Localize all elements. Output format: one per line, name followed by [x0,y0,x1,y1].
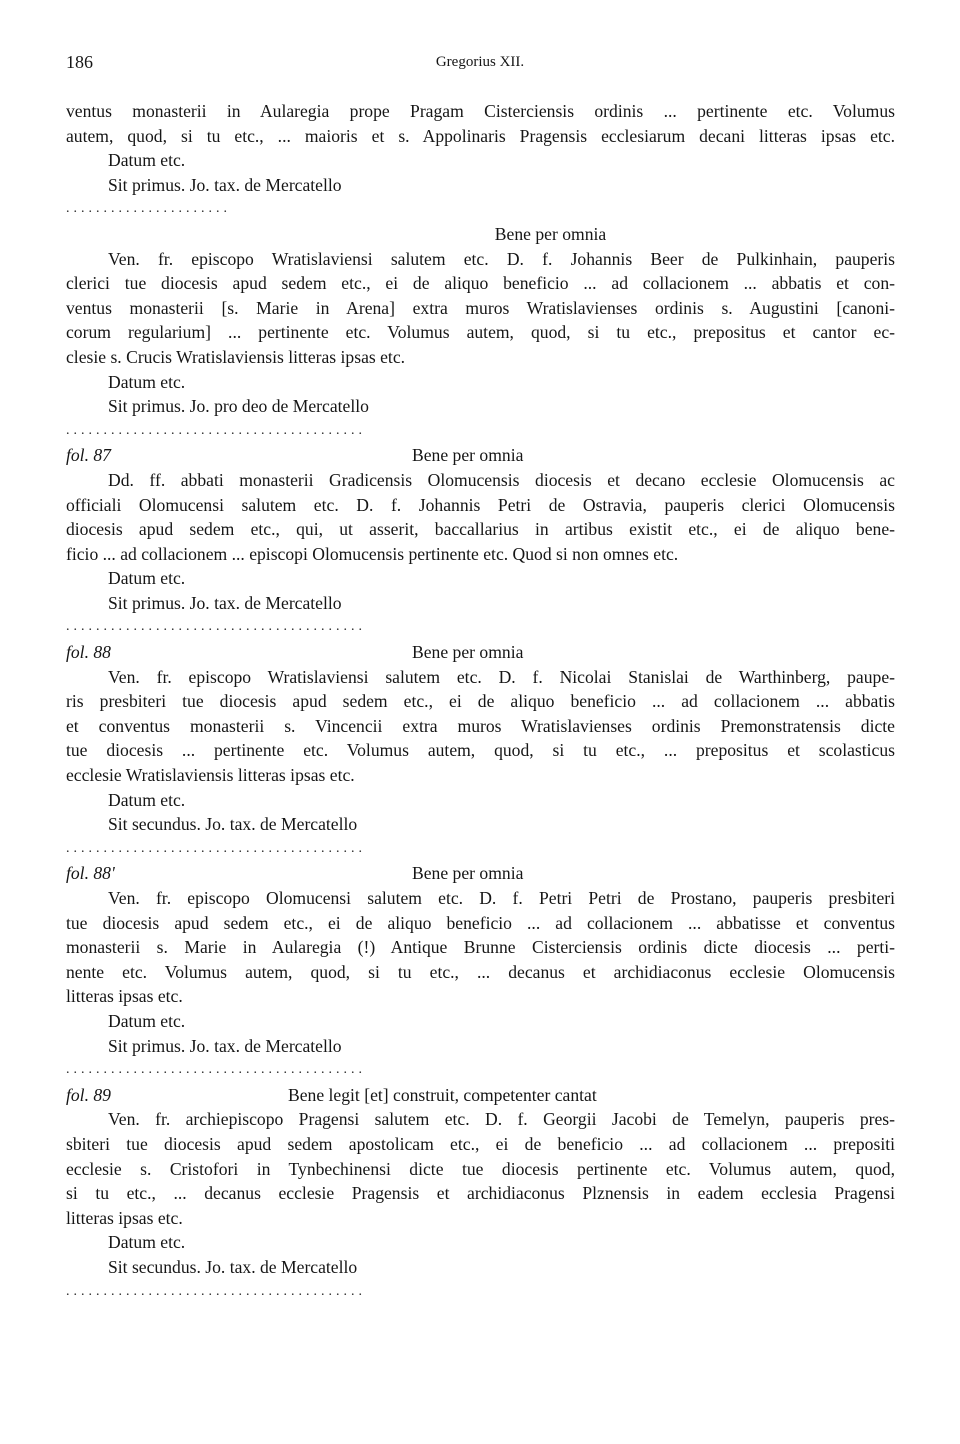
datum-line: Datum etc. [108,568,186,589]
entry-heading: Bene per omnia [494,223,607,244]
text-line: clerici tue diocesis apud sedem etc., ei de aliquo beneficio ... ad collacionem ... abbatis et con- [66,273,895,294]
entry-heading: Bene legit [et] construit, competenter cantat [288,1084,597,1105]
entry-heading: Bene per omnia [412,642,524,663]
text-line: clesie s. Crucis Wratislaviensis litteras ipsas etc. [66,346,406,367]
text-line: diocesis apud sedem etc., qui, ut asserit, baccallarius in artibus existit etc., ei de aliquo bene- [66,519,895,540]
folio-number: fol. 89 [66,1084,111,1105]
text-line: Ven. fr. episcopo Olomucensi salutem etc. D. f. Petri Petri de Prostano, pauperis presbiteri [108,888,895,908]
text-line: litteras ipsas etc. [66,1207,183,1228]
folio-row [66,640,895,665]
running-title: Gregorius XII. [435,54,525,70]
page-number: 186 [66,52,93,72]
folio-row [66,861,895,886]
datum-line: Datum etc. [108,1232,186,1253]
text-line: ventus monasterii in Aularegia prope Pragam Cisterciensis ordinis ... pertinente etc. Volumus [66,101,895,121]
text-line: officiali Olomucensi salutem etc. D. f. Johannis Petri de Ostravia, pauperis clerici Olomucensis [66,494,895,515]
signature-line: Sit secundus. Jo. tax. de Mercatello [108,814,358,835]
entry [66,222,895,443]
text-line: sbiteri tue diocesis apud sedem apostolicam etc., ei de beneficio ... ad collacionem ... prepositi [66,1133,895,1154]
separator-dots: ........................................ [66,422,366,438]
folio-number: fol. 88' [66,863,115,884]
text-line: monasterii s. Marie in Aularegia (!) Antique Brunne Cisterciensis ordinis dicte diocesis ... perti- [66,937,895,958]
text-line: ecclesie s. Cristofori in Tynbechinensi dicte tue diocesis pertinente etc. Volumus autem, quod, [66,1158,895,1179]
text-line: Ven. fr. archiepiscopo Pragensi salutem etc. D. f. Georgii Jacobi de Temelyn, pauperis pres- [108,1109,895,1130]
folio-row [66,443,895,468]
datum-line: Datum etc. [108,789,186,810]
text-line: Dd. ff. abbati monasterii Gradicensis Olomucensis diocesis et decano ecclesie Olomucensis ac [108,469,895,490]
entry-heading: Bene per omnia [412,445,524,466]
datum-line: Datum etc. [108,150,186,171]
text-line: ecclesie Wratislaviensis litteras ipsas etc. [66,765,355,786]
signature-line: Sit secundus. Jo. tax. de Mercatello [108,1256,358,1277]
text-line: litteras ipsas etc. [66,986,183,1007]
datum-line: Datum etc. [108,1010,186,1031]
separator-dots: ........................................ [66,1283,366,1299]
signature-line: Sit primus. Jo. tax. de Mercatello [108,174,342,195]
entry [66,861,895,1082]
page-header [66,52,894,78]
separator-dots: ........................................ [66,1062,366,1078]
entry [66,1083,895,1304]
entry-heading: Bene per omnia [412,863,524,884]
text-line: tue diocesis ... pertinente etc. Volumus autem, quod, si tu etc., ... prepositus et scolasticus [66,740,895,761]
entry [66,443,895,640]
signature-line: Sit primus. Jo. tax. de Mercatello [108,1035,342,1056]
signature-line: Sit primus. Jo. tax. de Mercatello [108,592,342,613]
separator-dots: ...................... [66,201,231,217]
separator-dots: ........................................ [66,619,366,635]
document-body [66,99,895,1304]
text-line: nente etc. Volumus autem, quod, si tu etc., ... decanus et archidiaconus ecclesie Olomucensis [66,961,895,982]
folio-number: fol. 87 [66,445,111,466]
text-line: et conventus monasterii s. Vincencii extra muros Wratislavienses ordinis Premonstratensis dicte [66,715,895,736]
entry [66,640,895,861]
datum-line: Datum etc. [108,371,186,392]
separator-dots: ........................................ [66,840,366,856]
text-line: ficio ... ad collacionem ... episcopi Olomucensis pertinente etc. Quod si non omnes etc. [66,543,679,564]
entry-continuation [66,99,895,222]
folio-number: fol. 88 [66,642,111,663]
signature-line: Sit primus. Jo. pro deo de Mercatello [108,396,369,417]
text-line: tue diocesis apud sedem etc., ei de aliquo beneficio ... ad collacionem ... abbatisse et conventus [66,912,895,933]
text-line: si tu etc., ... decanus ecclesie Pragensis et archidiaconus Plznensis in eadem ecclesia Pragensi [66,1183,895,1204]
text-line: Ven. fr. episcopo Wratislaviensi salutem etc. D. f. Johannis Beer de Pulkinhain, pauperis [108,248,895,269]
folio-row [66,1083,895,1108]
text-line: autem, quod, si tu etc., ... maioris et s. Appolinaris Pragensis ecclesiarum decani litteras ipsas etc. [66,125,895,146]
text-line: Ven. fr. episcopo Wratislaviensi salutem etc. D. f. Nicolai Stanislai de Warthinberg, paupe- [108,666,895,687]
text-line: ventus monasterii [s. Marie in Arena] extra muros Wratislavienses ordinis s. Augustini [canoni- [66,297,895,318]
text-line: ris presbiteri tue diocesis apud sedem etc., ei de aliquo beneficio ... ad collacionem ... abbatis [66,691,895,712]
text-line: corum regularium] ... pertinente etc. Volumus autem, quod, si tu etc., prepositus et cantor ec- [66,322,895,343]
